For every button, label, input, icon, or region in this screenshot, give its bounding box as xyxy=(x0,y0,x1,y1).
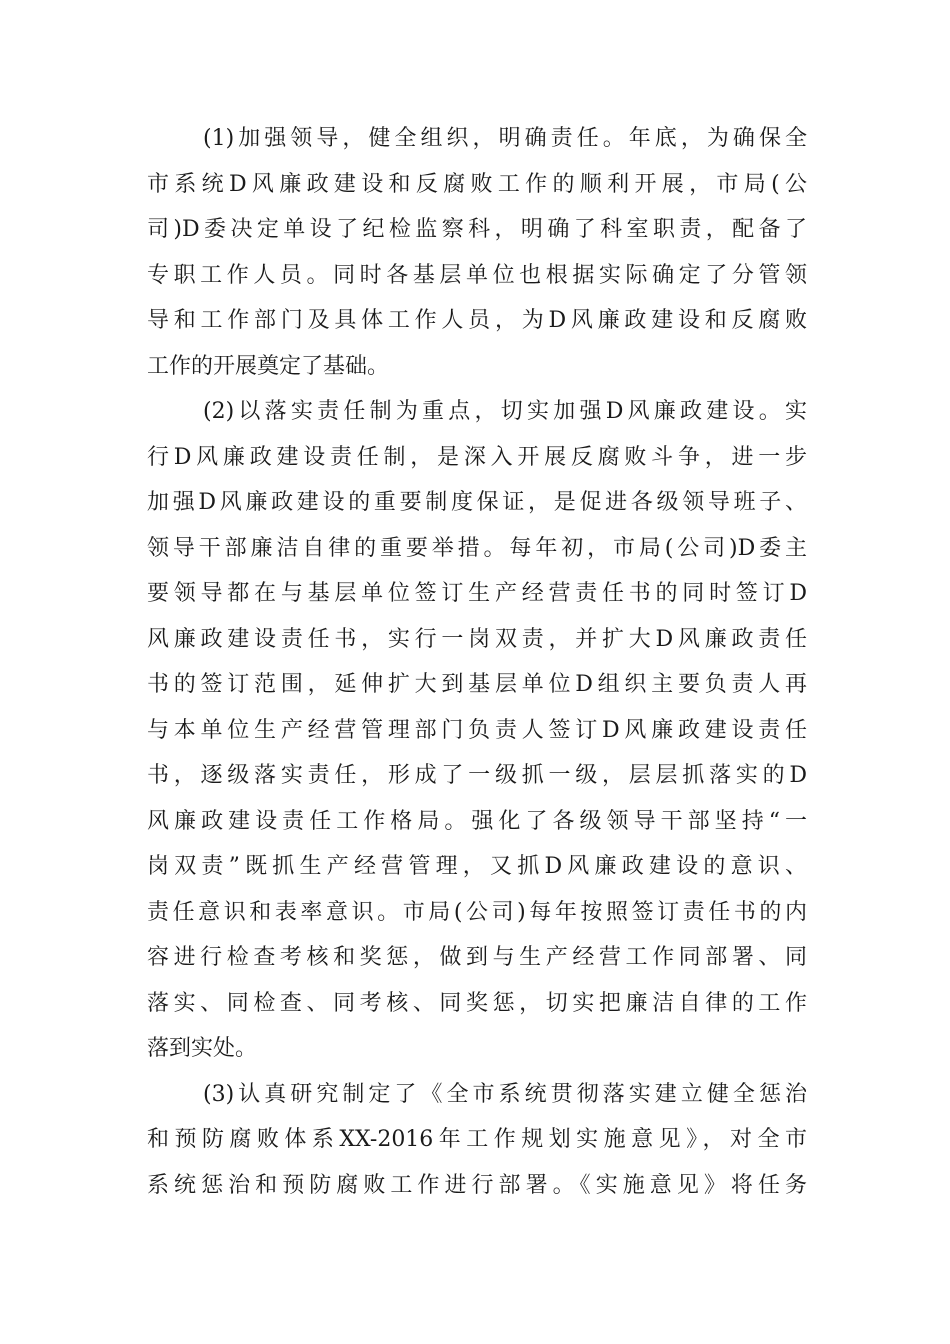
paragraph-2-line-10: 风廉政建设责任工作格局。强化了各级领导干部坚持“一 xyxy=(147,808,807,834)
paragraph-2-line-3: 加强D风廉政建设的重要制度保证，是促进各级领导班子、 xyxy=(147,490,807,515)
paragraph-2-line-9: 书，逐级落实责任，形成了一级抓一级，层层抓落实的D xyxy=(147,763,807,788)
paragraph-2-line-11: 岗双责”既抓生产经营管理，又抓D风廉政建设的意识、 xyxy=(147,854,807,879)
paragraph-1-line-5: 导和工作部门及具体工作人员，为D风廉政建设和反腐败 xyxy=(147,308,807,333)
document-body xyxy=(147,116,807,1208)
paragraph-1-line-2: 市系统D风廉政建设和反腐败工作的顺利开展，市局(公 xyxy=(147,171,807,197)
paragraph-2-line-12: 责任意识和表率意识。市局(公司)每年按照签订责任书的内 xyxy=(147,899,807,925)
paragraph-3-line-2: 和预防腐败体系XX-2016年工作规划实施意见》，对全市 xyxy=(147,1127,807,1152)
paragraph-1-line-3: 司)D委决定单设了纪检监察科，明确了科室职责，配备了 xyxy=(147,217,807,242)
paragraph-2-line-2: 行D风廉政建设责任制，是深入开展反腐败斗争，进一步 xyxy=(147,444,807,470)
paragraph-2-line-6: 风廉政建设责任书，实行一岗双责，并扩大D风廉政责任 xyxy=(147,626,807,652)
paragraph-2-line-1: (2)以落实责任制为重点，切实加强D风廉政建设。实 xyxy=(203,399,807,424)
paragraph-2-line-5: 要领导都在与基层单位签订生产经营责任书的同时签订D xyxy=(147,581,807,606)
paragraph-1-line-1: (1)加强领导，健全组织，明确责任。年底，为确保全 xyxy=(203,126,807,151)
paragraph-2-line-8: 与本单位生产经营管理部门负责人签订D风廉政建设责任 xyxy=(147,717,807,743)
paragraph-2-line-15: 落到实处。 xyxy=(147,1036,258,1061)
paragraph-1-line-6: 工作的开展奠定了基础。 xyxy=(147,353,390,379)
paragraph-2-line-13: 容进行检查考核和奖惩，做到与生产经营工作同部署、同 xyxy=(147,945,807,970)
paragraph-3-line-1: (3)认真研究制定了《全市系统贯彻落实建立健全惩治 xyxy=(203,1081,807,1107)
paragraph-2-line-4: 领导干部廉洁自律的重要举措。每年初，市局(公司)D委主 xyxy=(147,535,807,561)
paragraph-3-line-3: 系统惩治和预防腐败工作进行部署。《实施意见》将任务 xyxy=(147,1172,807,1198)
paragraph-2-line-7: 书的签订范围，延伸扩大到基层单位D组织主要负责人再 xyxy=(147,672,807,697)
paragraph-2-line-14: 落实、同检查、同考核、同奖惩，切实把廉洁自律的工作 xyxy=(147,990,807,1016)
paragraph-1-line-4: 专职工作人员。同时各基层单位也根据实际确定了分管领 xyxy=(147,262,807,288)
